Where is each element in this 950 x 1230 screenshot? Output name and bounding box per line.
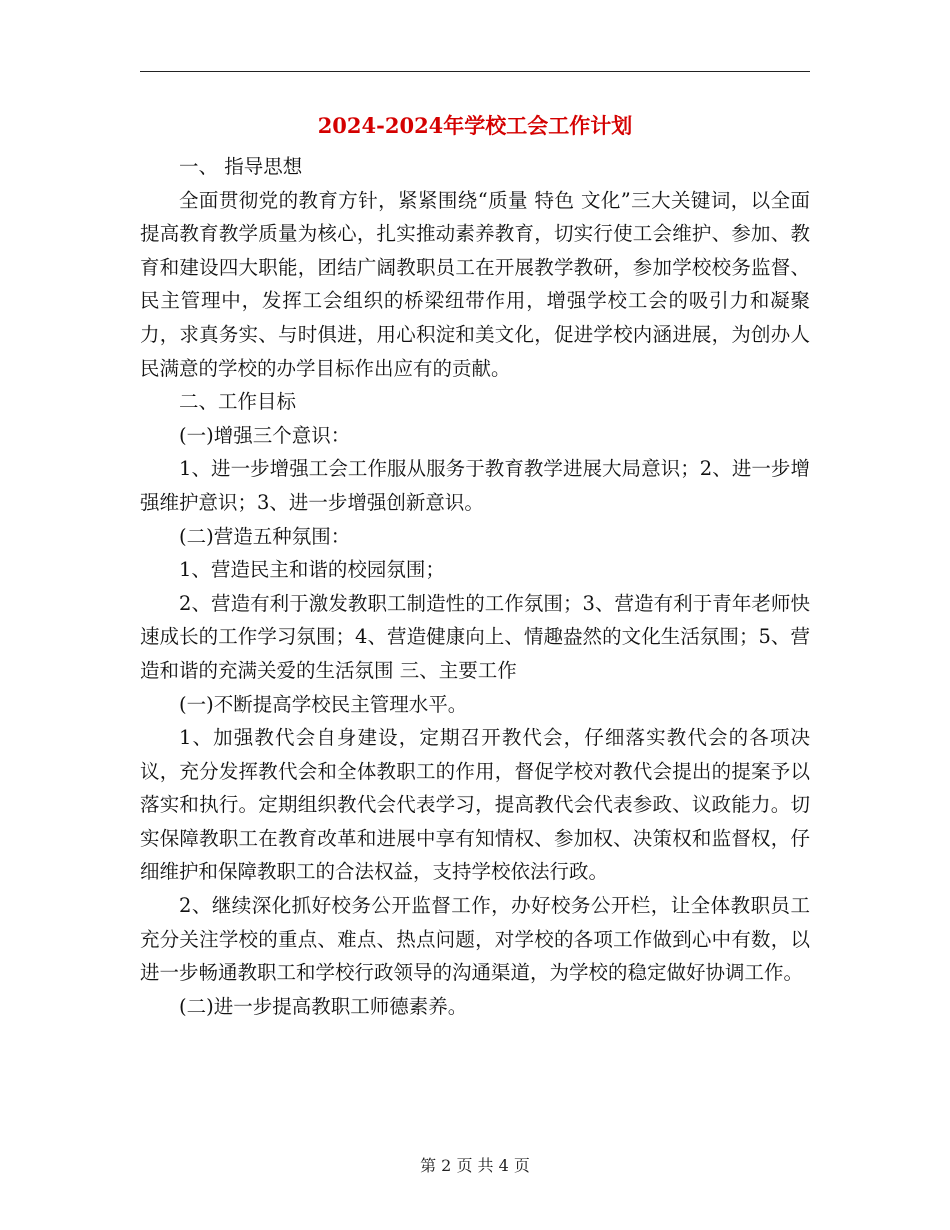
section-heading-work-goals: 二、工作目标 [179, 390, 297, 414]
page-number-footer: 第 2 页 共 4 页 [420, 1156, 530, 1175]
paragraph-three-awareness: 1、进一步增强工会工作服从服务于教育教学进展大局意识；2、进一步增强维护意识；3、进一步增强创新意识。 [140, 457, 810, 514]
subheading-five-atmospheres: (二)营造五种氛围： [179, 524, 351, 548]
paragraph-teachers-congress: 1、加强教代会自身建设，定期召开教代会，仔细落实教代会的各项决议，充分发挥教代会和全体教职工的作用，督促学校对教代会提出的提案予以落实和执行。定期组织教代会代表学习，提高教代会代表参政、议政能力。切实保障教职工在教育改革和进展中享有知情权、参加权、决策权和监督权，仔细维护和保障教职工的合法权益，支持学校依法行政。 [140, 726, 810, 884]
document-body [140, 150, 810, 1023]
document-title: 2024-2024年学校工会工作计划 [317, 113, 633, 138]
paragraph-atmosphere-1: 1、营造民主和谐的校园氛围； [179, 558, 445, 582]
paragraph-guiding-ideology: 全面贯彻党的教育方针，紧紧围绕“质量 特色 文化”三大关键词，以全面提高教育教学质量为核心，扎实推动素养教育，切实行使工会维护、参加、教育和建设四大职能，团结广阔教职员工在开展教学教研，参加学校校务监督、民主管理中，发挥工会组织的桥梁纽带作用，增强学校工会的吸引力和凝聚力，求真务实、与时俱进，用心积淀和美文化，促进学校内涵进展，为创办人民满意的学校的办学目标作出应有的贡献。 [140, 188, 810, 380]
header-rule [140, 71, 810, 72]
paragraph-school-affairs: 2、继续深化抓好校务公开监督工作，办好校务公开栏，让全体教职员工充分关注学校的重点、难点、热点问题，对学校的各项工作做到心中有数，以进一步畅通教职工和学校行政领导的沟通渠道，为学校的稳定做好协调工作。 [140, 894, 810, 985]
subheading-democratic-management: (一)不断提高学校民主管理水平。 [179, 692, 468, 716]
section-heading-guiding-ideology: 一、 指导思想 [179, 155, 303, 178]
paragraph-atmosphere-2-5: 2、营造有利于激发教职工制造性的工作氛围；3、营造有利于青年老师快速成长的工作学习氛围；4、营造健康向上、情趣盎然的文化生活氛围；5、营造和谐的充满关爱的生活氛围 三、主要工作 [140, 591, 810, 682]
subheading-three-awareness: (一)增强三个意识： [179, 423, 351, 447]
subheading-teacher-ethics: (二)进一步提高教职工师德素养。 [179, 994, 468, 1018]
